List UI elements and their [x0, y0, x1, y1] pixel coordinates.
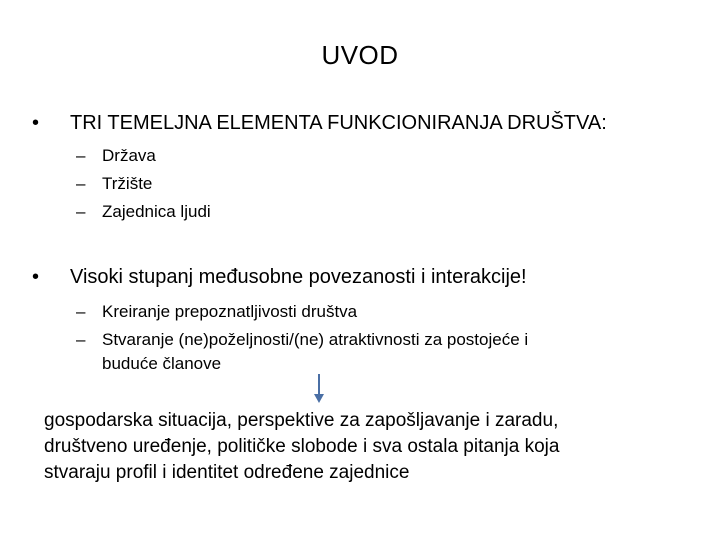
sub-item [76, 146, 156, 166]
sub-item-text: Stvaranje (ne)poželjnosti/(ne) atraktivnosti za postojeće i [102, 330, 529, 349]
sub-item-text: Država [102, 146, 156, 165]
bullet-2-text: Visoki stupanj međusobne povezanosti i interakcije! [70, 266, 527, 288]
bullet-marker: • [32, 112, 40, 134]
down-arrow-icon [312, 374, 326, 404]
slide-title: UVOD [321, 40, 399, 70]
paragraph-line: stvaraju profil i identitet određene zajednice [44, 462, 410, 483]
paragraph-line: gospodarska situacija, perspektive za zapošljavanje i zaradu, [44, 410, 559, 431]
bullet-1 [32, 112, 607, 135]
dash-marker: – [76, 202, 86, 221]
summary-paragraph [44, 408, 684, 486]
sub-item-text: Zajednica ljudi [102, 202, 211, 221]
dash-marker: – [76, 146, 86, 165]
sub-item-text: Kreiranje prepoznatljivosti društva [102, 302, 358, 321]
dash-marker: – [76, 330, 86, 349]
sub-item-continuation: buduće članove [102, 354, 222, 373]
sub-item [76, 202, 211, 222]
sub-item-text: Tržište [102, 174, 153, 193]
sub-item [76, 330, 528, 350]
dash-marker: – [76, 302, 86, 321]
bullet-1-text: TRI TEMELJNA ELEMENTA FUNKCIONIRANJA DRUŠTVA: [70, 112, 607, 134]
paragraph-line: društveno uređenje, političke slobode i sva ostala pitanja koja [44, 436, 560, 457]
bullet-marker: • [32, 266, 40, 288]
bullet-2 [32, 266, 527, 289]
sub-item [76, 174, 152, 194]
sub-item [76, 302, 357, 322]
dash-marker: – [76, 174, 86, 193]
